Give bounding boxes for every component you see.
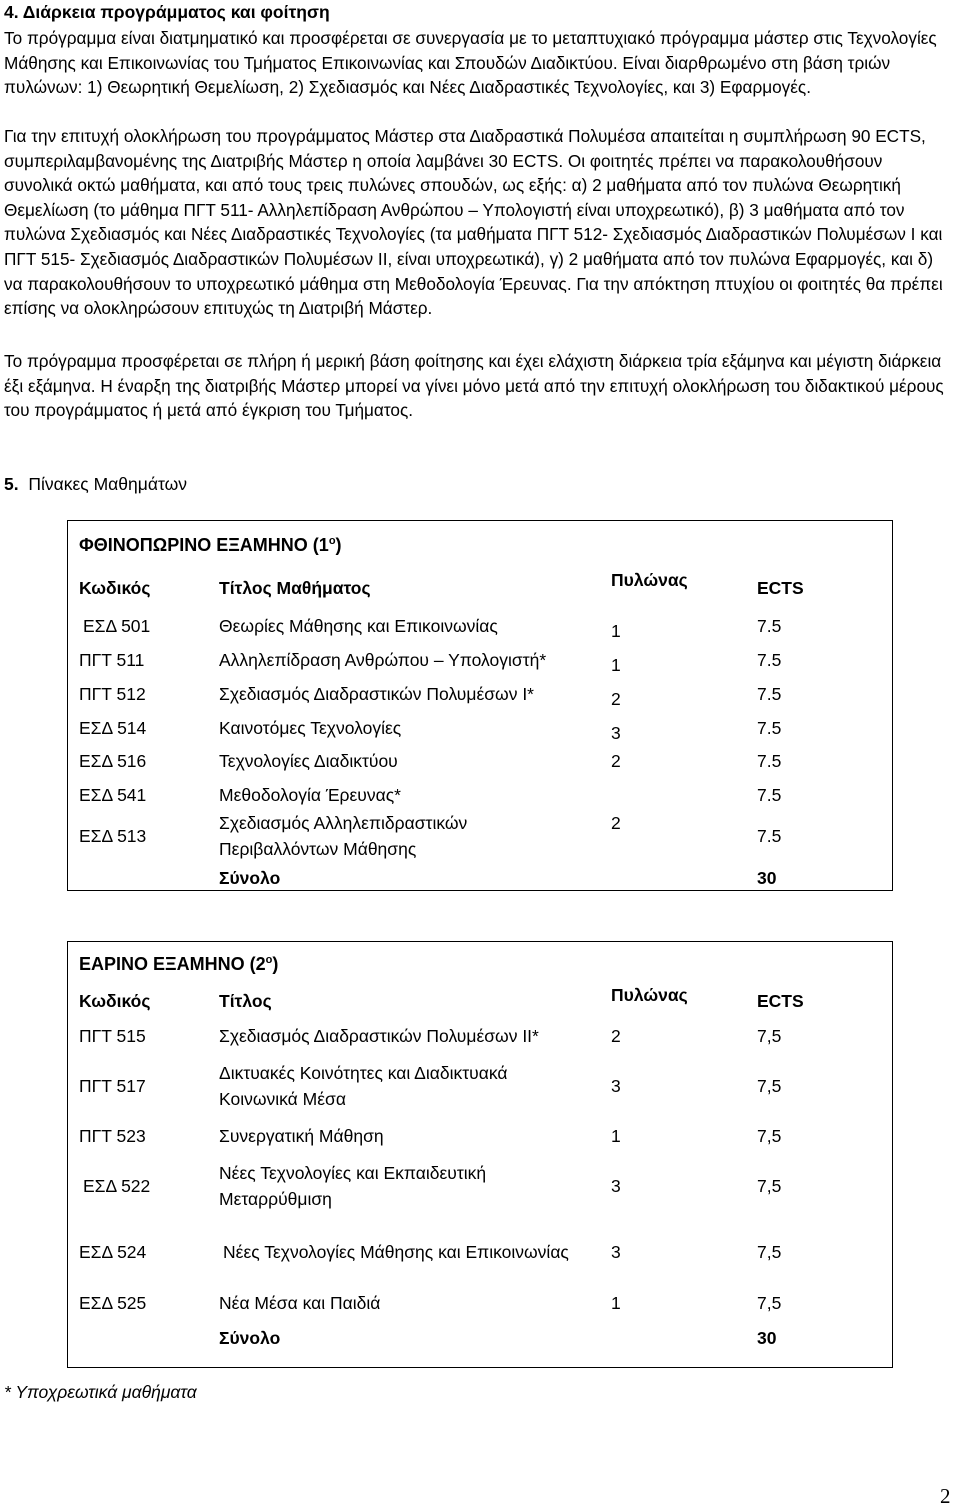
row-title: Σχεδιασμός Αλληλεπιδραστικών: [219, 813, 468, 833]
page-number: 2: [940, 1484, 951, 1508]
row-code: ΠΓΤ 511: [79, 650, 145, 670]
row-pillar: 2: [611, 1026, 621, 1046]
spring-semester-table: [67, 941, 893, 1368]
row-pillar: 2: [611, 751, 621, 771]
footnote: * Υποχρεωτικά μαθήματα: [4, 1382, 197, 1402]
row-pillar: 1: [611, 1126, 621, 1146]
header-title: Τίτλος: [219, 991, 272, 1011]
row-code: ΠΓΤ 515: [79, 1026, 146, 1046]
row-title: Νέες Τεχνολογίες Μάθησης και Επικοινωνίας: [223, 1242, 569, 1262]
header-code: Κωδικός: [79, 991, 151, 1011]
row-pillar: 3: [611, 1242, 621, 1262]
row-code: ΕΣΔ 525: [79, 1293, 147, 1313]
row-code: ΕΣΔ 522: [83, 1176, 151, 1196]
row-title: Σχεδιασμός Διαδραστικών Πολυμέσων ΙΙ*: [219, 1026, 539, 1046]
row-title: Σχεδιασμός Διαδραστικών Πολυμέσων Ι*: [219, 684, 534, 704]
row-ects: 7,5: [757, 1242, 782, 1262]
row-title: Νέες Τεχνολογίες και Εκπαιδευτική: [219, 1163, 487, 1183]
row-pillar: 2: [611, 813, 621, 833]
row-title: Τεχνολογίες Διαδικτύου: [219, 751, 398, 771]
row-title: Νέα Μέσα και Παιδιά: [219, 1293, 381, 1313]
row-ects: 7.5: [757, 650, 782, 670]
header-code: Κωδικός: [79, 578, 151, 598]
row-pillar: 1: [611, 1293, 621, 1313]
row-pillar: 3: [611, 723, 621, 743]
section-4-paragraph-1: Το πρόγραμμα είναι διατμηματικό και προσφέρεται σε συνεργασία με το μεταπτυχιακό πρόγραμμα μάστερ στις Τεχνολογίες Μάθησης και Επικοινωνίας του Τμήματος Επικοινωνίας και Σπουδών Διαδικτύου. Είναι διαρθρωμένο στη βάση τριών πυλώνων: 1) Θεωρητική Θεμελίωση, 2) Σχεδιασμός και Νέες Διαδραστικές Τεχνολογίες, και 3) Εφαρμογές.: [4, 28, 937, 98]
row-pillar: 3: [611, 1076, 621, 1096]
row-title-line-2: Μεταρρύθμιση: [219, 1189, 332, 1209]
header-pillar: Πυλώνας: [611, 985, 688, 1005]
header-pillar: Πυλώνας: [611, 570, 688, 590]
row-pillar: 1: [611, 655, 621, 675]
section-5-number: 5.: [4, 474, 19, 494]
row-ects: 7.5: [757, 616, 782, 636]
row-ects: 7,5: [757, 1076, 782, 1096]
total-label: Σύνολο: [219, 868, 281, 888]
row-title-line-2: Περιβαλλόντων Μάθησης: [219, 839, 417, 859]
row-ects: 7.5: [757, 718, 782, 738]
total-value: 30: [757, 868, 777, 888]
row-code: ΕΣΔ 513: [79, 826, 147, 846]
table-title: ΦΘΙΝΟΠΩΡΙΝΟ ΕΞΑΜΗΝΟ $(1^o)$: [79, 535, 342, 555]
row-code: ΠΓΤ 512: [79, 684, 146, 704]
row-title-line-2: Κοινωνικά Μέσα: [219, 1089, 346, 1109]
section-5-title: Πίνακες Μαθημάτων: [28, 474, 188, 494]
autumn-semester-table: [67, 520, 893, 891]
row-title: Θεωρίες Μάθησης και Επικοινωνίας: [219, 616, 498, 636]
row-code: ΠΓΤ 523: [79, 1126, 146, 1146]
row-code: ΕΣΔ 516: [79, 751, 147, 771]
row-title: Αλληλεπίδραση Ανθρώπου – Υπολογιστή*: [219, 650, 547, 670]
row-ects: 7.5: [757, 684, 782, 704]
header-ects: ECTS: [757, 991, 804, 1011]
row-title: Δικτυακές Κοινότητες και Διαδικτυακά: [219, 1063, 508, 1083]
row-title: Συνεργατική Μάθηση: [219, 1126, 384, 1146]
section-4-heading: 4. Διάρκεια προγράμματος και φοίτηση: [4, 2, 330, 22]
row-title: Καινοτόμες Τεχνολογίες: [219, 718, 402, 738]
row-code: ΕΣΔ 514: [79, 718, 147, 738]
header-title: Τίτλος Μαθήματος: [219, 578, 371, 598]
row-code: ΠΓΤ 517: [79, 1076, 146, 1096]
row-code: ΕΣΔ 501: [83, 616, 151, 636]
table-title: ΕΑΡΙΝΟ ΕΞΑΜΗΝΟ $(2^o)$: [79, 954, 279, 974]
row-ects: 7,5: [757, 1176, 782, 1196]
row-ects: 7,5: [757, 1026, 782, 1046]
row-ects: 7,5: [757, 1126, 782, 1146]
row-ects: 7.5: [757, 785, 782, 805]
total-label: Σύνολο: [219, 1328, 281, 1348]
row-pillar: 3: [611, 1176, 621, 1196]
row-ects: 7.5: [757, 751, 782, 771]
row-ects: 7.5: [757, 826, 782, 846]
section-5-heading: [4, 474, 187, 495]
section-4-paragraph-3: Το πρόγραμμα προσφέρεται σε πλήρη ή μερική βάση φοίτησης και έχει ελάχιστη διάρκεια τρία εξάμηνα και μέγιστη διάρκεια έξι εξάμηνα. Η έναρξη της διατριβής Μάστερ μπορεί να γίνει μόνο μετά από την επιτυχή ολοκλήρωση του διδακτικού μέρους του προγράμματος ή μετά από έγκριση του Τμήματος.: [4, 351, 944, 421]
row-ects: 7,5: [757, 1293, 782, 1313]
row-title: Μεθοδολογία Έρευνας*: [219, 785, 401, 805]
row-code: ΕΣΔ 541: [79, 785, 147, 805]
section-4-paragraph-2: Για την επιτυχή ολοκλήρωση του προγράμματος Μάστερ στα Διαδραστικά Πολυμέσα απαιτείται η συμπλήρωση 90 ECTS, συμπεριλαμβανομένης της Διατριβής Μάστερ η οποία λαμβάνει 30 ECTS. Οι φοιτητές πρέπει να παρακολουθήσουν συνολικά οκτώ μαθήματα, και από τους τρεις πυλώνες σπουδών, ως εξής: α) 2 μαθήματα από τον πυλώνα Θεωρητική Θεμελίωση (το μάθημα ΠΓΤ 511- Αλληλεπίδραση Ανθρώπου – Υπολογιστή είναι υποχρεωτικό), β) 3 μαθήματα από τον πυλώνα Σχεδιασμός και Νέες Διαδραστικές Τεχνολογίες (τα μαθήματα ΠΓΤ 512- Σχεδιασμός Διαδραστικών Πολυμέσων Ι και ΠΓΤ 515- Σχεδιασμός Διαδραστικών Πολυμέσων ΙΙ, είναι υποχρεωτικά), γ) 2 μαθήματα από τον πυλώνα Εφαρμογές, και δ) να παρακολουθήσουν το υποχρεωτικό μάθημα στη Μεθοδολογία Έρευνας. Για την απόκτηση πτυχίου οι φοιτητές θα πρέπει επίσης να ολοκληρώσουν επιτυχώς τη Διατριβή Μάστερ.: [4, 126, 943, 319]
row-code: ΕΣΔ 524: [79, 1242, 147, 1262]
total-value: 30: [757, 1328, 777, 1348]
row-pillar: 1: [611, 621, 621, 641]
header-ects: ECTS: [757, 578, 804, 598]
row-pillar: 2: [611, 689, 621, 709]
